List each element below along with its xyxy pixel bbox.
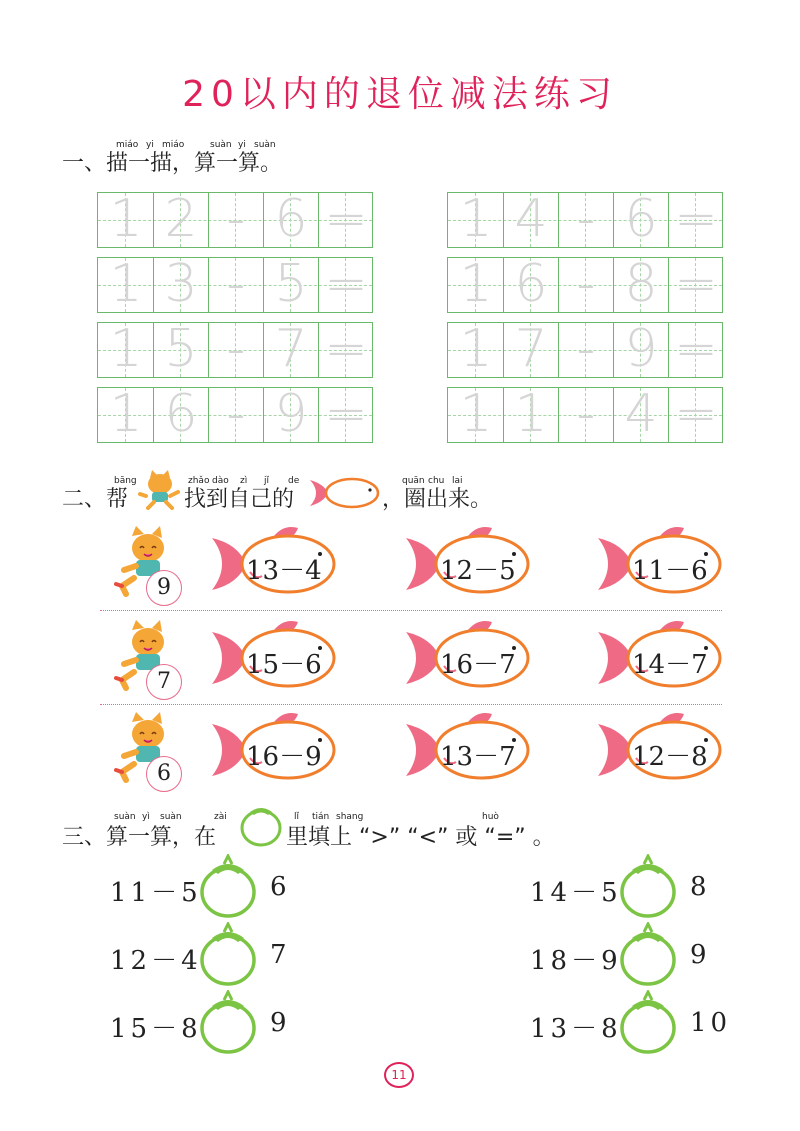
fish-expression: 16－7: [440, 650, 516, 680]
comparison-right: 9: [690, 940, 711, 970]
trace-character: =: [324, 384, 368, 444]
pinyin: suàn: [210, 140, 232, 150]
trace-character: 8: [624, 254, 658, 314]
fish-expression: 16－9: [246, 742, 322, 772]
trace-character: =: [674, 189, 718, 249]
trace-character: 9: [624, 319, 658, 379]
pinyin: tián: [312, 812, 330, 822]
pinyin: suàn: [160, 812, 182, 822]
tracing-grid: [97, 384, 373, 444]
pinyin: huò: [482, 812, 499, 822]
section2-heading-c: ，圈出来。: [382, 487, 493, 512]
tracing-grid: [447, 189, 723, 249]
pinyin: bāng: [114, 476, 137, 486]
trace-character: 6: [514, 254, 548, 314]
comparison-left: 12－4: [110, 946, 202, 976]
cat-number: 6: [146, 756, 182, 792]
pinyin: zhǎo: [188, 476, 210, 486]
pinyin: yi: [238, 140, 246, 150]
trace-character: 1: [459, 319, 493, 379]
tracing-grid: [97, 319, 373, 379]
page-number: 11: [384, 1062, 414, 1088]
trace-character: 1: [459, 189, 493, 249]
pinyin: yì: [142, 812, 150, 822]
comparison-left: 13－8: [530, 1014, 622, 1044]
page-title: 20以内的退位减法练习: [182, 74, 618, 115]
pinyin: zì: [240, 476, 248, 486]
trace-character: 1: [109, 384, 143, 444]
pinyin: suàn: [114, 812, 136, 822]
pinyin: miáo: [162, 140, 185, 150]
pinyin: miáo: [116, 140, 139, 150]
trace-character: 6: [624, 189, 658, 249]
comparison-right: 6: [270, 872, 291, 902]
trace-character: 1: [459, 384, 493, 444]
cat-number: 9: [146, 570, 182, 606]
comparison-right: 7: [270, 940, 291, 970]
pinyin: quān: [402, 476, 425, 486]
trace-character: =: [674, 384, 718, 444]
trace-character: 1: [459, 254, 493, 314]
trace-character: 5: [274, 254, 308, 314]
fish-expression: 11－6: [632, 556, 708, 586]
trace-character: 2: [164, 189, 198, 249]
trace-character: -: [576, 189, 596, 249]
answer-apple-circle[interactable]: [618, 922, 678, 988]
fish-expression: 15－6: [246, 650, 322, 680]
answer-apple-circle[interactable]: [198, 922, 258, 988]
section2-heading-b: 找到自己的: [184, 487, 295, 512]
pinyin: lai: [452, 476, 463, 486]
trace-character: =: [324, 319, 368, 379]
trace-character: =: [674, 319, 718, 379]
tracing-grid: [97, 254, 373, 314]
trace-character: 7: [514, 319, 548, 379]
fish-icon: [306, 474, 382, 512]
comparison-left: 14－5: [530, 878, 622, 908]
tracing-grid: [447, 319, 723, 379]
answer-apple-circle[interactable]: [198, 854, 258, 920]
trace-character: -: [576, 319, 596, 379]
pinyin: chu: [428, 476, 445, 486]
comparison-left: 11－5: [110, 878, 202, 908]
section3-heading-b: 里填上 “>” “<” 或 “=” 。: [286, 825, 555, 850]
fish-expression: 12－8: [632, 742, 708, 772]
fish-expression: 14－7: [632, 650, 708, 680]
trace-character: 9: [274, 384, 308, 444]
trace-character: 6: [274, 189, 308, 249]
cat-icon: [136, 470, 180, 510]
trace-character: 5: [164, 319, 198, 379]
trace-character: 1: [514, 384, 548, 444]
pinyin: jǐ: [264, 476, 270, 486]
section3-heading-a: 三、算一算，在: [62, 825, 217, 850]
pinyin: suàn: [254, 140, 276, 150]
fish-expression: 13－4: [246, 556, 322, 586]
trace-character: 4: [514, 189, 548, 249]
trace-character: =: [674, 254, 718, 314]
trace-character: =: [324, 189, 368, 249]
apple-circle-icon: [238, 802, 284, 848]
trace-character: 6: [164, 384, 198, 444]
answer-apple-circle[interactable]: [618, 854, 678, 920]
cat-number: 7: [146, 664, 182, 700]
fish-expression: 13－7: [440, 742, 516, 772]
trace-character: -: [226, 254, 246, 314]
trace-character: -: [576, 384, 596, 444]
tracing-grid: [447, 384, 723, 444]
section2-heading-a: 二、帮: [62, 487, 129, 512]
pinyin: zài: [214, 812, 227, 822]
section1-heading: 一、描一描，算一算。: [62, 151, 283, 176]
pinyin: yi: [146, 140, 154, 150]
tracing-grid: [447, 254, 723, 314]
trace-character: -: [226, 189, 246, 249]
trace-character: 1: [109, 189, 143, 249]
row-divider: [100, 704, 722, 705]
trace-character: 1: [109, 319, 143, 379]
comparison-right: 8: [690, 872, 711, 902]
pinyin: lǐ: [294, 812, 300, 822]
tracing-grid: [97, 189, 373, 249]
pinyin: de: [288, 476, 300, 486]
trace-character: 1: [109, 254, 143, 314]
trace-character: 4: [624, 384, 658, 444]
trace-character: 7: [274, 319, 308, 379]
answer-apple-circle[interactable]: [198, 990, 258, 1056]
comparison-left: 15－8: [110, 1014, 202, 1044]
pinyin: shang: [336, 812, 364, 822]
trace-character: 3: [164, 254, 198, 314]
trace-character: -: [226, 384, 246, 444]
trace-character: -: [576, 254, 596, 314]
fish-expression: 12－5: [440, 556, 516, 586]
row-divider: [100, 610, 722, 611]
comparison-right: 10: [690, 1008, 732, 1038]
comparison-right: 9: [270, 1008, 291, 1038]
trace-character: -: [226, 319, 246, 379]
pinyin: dào: [212, 476, 229, 486]
answer-apple-circle[interactable]: [618, 990, 678, 1056]
comparison-left: 18－9: [530, 946, 622, 976]
trace-character: =: [324, 254, 368, 314]
